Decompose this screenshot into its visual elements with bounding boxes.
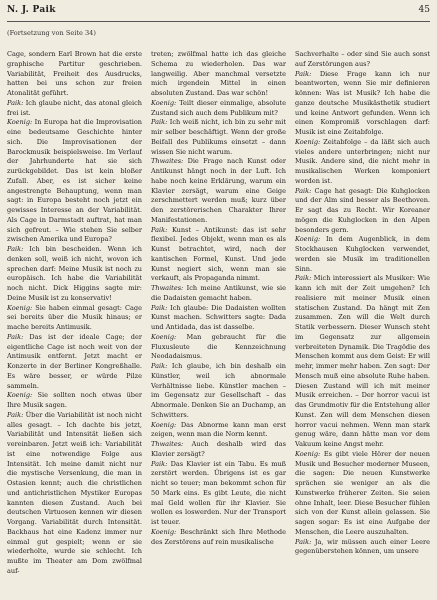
speaker-label: Paik:: [151, 303, 168, 312]
paragraph: [151, 118, 286, 157]
paragraph: [7, 245, 142, 304]
paragraph: [295, 450, 430, 538]
paragraph: [295, 50, 430, 70]
paragraph-text: Diese Frage kann ich nur beantworten, wenn Sie mir definieren können: Was ist Musik? Ich habe die ganze deutsche Musikästhetik studiert und keine Antwort gefunden. Wenn ich einen Kompromiß vorschlagen darf: Musik ist eine Zeitabfolge.: [295, 69, 430, 136]
page-number: 45: [418, 5, 430, 15]
continuation-note: (Fortsetzung von Seite 34): [7, 29, 96, 37]
paragraph: [151, 421, 286, 441]
paragraph-text: Das Abnorme kann man erst zeigen, wenn man die Norm kennt.: [151, 420, 286, 439]
speaker-label: Thwaites:: [151, 284, 184, 292]
paragraph: [151, 333, 286, 362]
paragraph: [151, 284, 286, 304]
column-2: [151, 50, 286, 596]
speaker-label: Paik:: [7, 410, 24, 419]
speaker-label: Koenig:: [7, 118, 33, 127]
paragraph-text: Es gibt viele Hörer der neuen Musik und Besucher moderner Museen, die sagen: Die neuen Kunstwerke sprächen sie weniger an als die Kunstwerke früherer Zeiten. Sie seien ohne Inhalt, leer. Diese Besucher fühlen sich von der Kunst allein gelassen. Sie sagen sogar: Es ist eine Aufgabe der Menschen, die Leere auszuhalten.: [295, 449, 430, 536]
speaker-label: Paik:: [151, 225, 168, 234]
speaker-label: Koenig:: [295, 137, 321, 146]
speaker-label: Thwaites:: [151, 440, 184, 448]
paragraph: [7, 333, 142, 392]
paragraph-text: Die Frage nach Kunst oder Antikunst hängt noch in der Luft. Ich habe noch keine Erklärung, warum ein Klavier zersägt, warum eine Geige zerschmettert werden muß; kurz über den zerstörerischen Charakter Ihrer Manifestationen.: [151, 157, 286, 224]
text-columns: [7, 50, 430, 596]
paragraph: [295, 274, 430, 450]
paragraph-text: Ich glaube: Die Dadaisten wollten Kunst machen. Schwitters sagte: Dada und Antidada, das ist dasselbe.: [151, 303, 286, 331]
paragraph-text: Beschränkt sich Ihre Methode des Zerstörens auf rein musikalische: [151, 527, 286, 546]
speaker-label: Paik:: [151, 362, 168, 370]
speaker-label: Paik:: [151, 118, 168, 127]
speaker-label: Paik:: [295, 537, 312, 546]
speaker-label: Koenig:: [151, 527, 177, 536]
paragraph: [295, 187, 430, 236]
paragraph-text: Cage hat gesagt: Die Kuhglocken und der Alm sind besser als Beethoven. Er sagt das zu Recht. Wir Koreaner mögen die Kuhglocken in den Alpen besonders gern.: [295, 186, 430, 234]
paragraph-text: Sie sollten noch etwas über Ihre Musik sagen.: [7, 391, 142, 409]
paragraph: [151, 99, 286, 119]
paragraph-text: Ja, wir müssen auch einer Leere gegenüberstehen können, um unsere: [295, 537, 430, 556]
paragraph-text: Cage, sondern Earl Brown hat die erste graphische Partitur geschrieben. Variabilität, Freiheit des Ausdrucks, hatten bei uns schon zur freien Atonalität geführt.: [7, 50, 142, 97]
paragraph-text: Ich bin bescheiden. Wenn ich denken soll, weiß ich nicht, wovon ich sprechen darf: Meine Musik ist noch zu europäisch. Ich habe die Variabilität noch nicht. Dick Higgins sagte mir: Deine Musik ist zu konservativ!: [7, 245, 142, 302]
paragraph-text: Über die Variabilität ist noch nicht alles gesagt. – Ich dachte bis jetzt, Variabilität und Intensität ließen sich vereinbaren. Jetzt weiß ich: Variabilität ist eine notwendige Folge aus Intensität. Ich meine damit nicht nur die mystische Versenkung, die man in Ostasien kennt; auch die christlichen und antichristlichen Mystiker Europas kannten diesen Zustand. Auch bei deutschen Virtuosen kennen wir diesen Vorgang. Variabilität durch Intensität. Backhaus hat eine Kadenz immer nur einmal gut gespielt; wenn er sie wiederholte, wurde sie schlecht. Ich mußte im Theater am Dom zwölfmal auf-: [7, 410, 142, 575]
paragraph: [7, 50, 142, 99]
paragraph-text: Mich interessiert als Musiker: Wie kann ich mit der Zeit umgehen? Ich realisiere mit meiner Musik einen statischen Zustand. Da hängt mit Zen zusammen. Zen will die Welt durch Statik verbessern. Dieser Wunsch steht im Gegensatz zur allgemein verbreiteten Dynamik. Die Tragödie des Menschen kommt aus dem Geist: Er will mehr, immer mehr haben. Zen sagt: Der Mensch muß eine absolute Ruhe haben. Diesen Zustand will ich mit meiner Musik erreichen. – Der horror vacui ist das Grundmotiv für die Entstehung aller Kunst. Zen will dem Menschen diesen horror vacui nehmen. Wenn man stark genug wäre, dann hätte man vor dem Vakuum keine Angst mehr.: [295, 274, 430, 448]
speaker-label: Koenig:: [151, 420, 177, 429]
paragraph: [7, 99, 142, 119]
paragraph: [295, 138, 430, 187]
paragraph-text: Sie haben einmal gesagt: Cage sei bereits über die Musik hinaus; er mache bereits Antimusik.: [7, 303, 142, 331]
paragraph-text: Auch deshalb wird das Klavier zersägt?: [151, 440, 286, 458]
paragraph-text: treten; zwölfmal hatte ich das gleiche Schema zu wiederholen. Das war langweilig. Aber manchmal versetzte mich irgendein Mittel in einen absoluten Zustand. Das war schön!: [151, 50, 286, 97]
paragraph-text: Zeitabfolge – da läßt sich auch vieles andere unterbringen; nicht nur Musik. Andere sind, die nicht mehr in musikalischen Werken komponiert worden ist.: [295, 137, 430, 185]
paragraph: [295, 70, 430, 138]
paragraph: [151, 362, 286, 421]
speaker-label: Paik:: [295, 186, 312, 195]
paragraph-text: Das ist der ideale Cage; der eigentliche Cage ist noch weit von der Antimusik entfernt. Jetzt macht er Konzerte in der Berliner Kongreßhalle. Es wäre besser, er würde Pilze sammeln.: [7, 332, 142, 390]
speaker-label: Paik:: [7, 98, 24, 107]
speaker-label: Paik:: [151, 459, 168, 468]
paragraph: [7, 118, 142, 245]
paragraph-text: Teilt dieser einmalige, absolute Zustand sich auch dem Publikum mit?: [151, 98, 286, 117]
paragraph: [295, 538, 430, 558]
paragraph-text: Sachverhalte – oder sind Sie auch sonst auf Zerstörungen aus?: [295, 50, 430, 68]
paragraph-text: Ich weiß nicht, ich bin zu sehr mit mir selber beschäftigt. Wenn der große Beifall des Publikums einsetzt – dann wissen Sie nicht warum.: [151, 118, 286, 156]
paragraph: [151, 157, 286, 225]
paragraph: [151, 460, 286, 528]
column-3: [295, 50, 430, 596]
speaker-label: Koenig:: [151, 98, 177, 107]
column-1: [7, 50, 142, 596]
speaker-label: Koenig:: [295, 235, 321, 244]
paragraph: [295, 235, 430, 274]
paragraph-text: Das Klavier ist ein Tabu. Es muß zerstört werden. Übrigens ist es gar nicht so teuer; man bekommt schon für 50 Mark eins. Es gibt Leute, die nicht mal Geld wollen für ihr Klavier. Sie wollen es loswerden. Nur der Transport ist teuer.: [151, 459, 286, 526]
paragraph: [151, 440, 286, 460]
speaker-label: Koenig:: [7, 391, 33, 400]
paragraph: [7, 411, 142, 577]
author-name: N. J. Paik: [7, 5, 56, 15]
paragraph-text: Man gebraucht für die Fluxusleute die Kennzeichnung Neodadaismus.: [151, 332, 286, 361]
paragraph: [151, 528, 286, 548]
paragraph-text: In Europa hat die Improvisation eine bedeutsame Geschichte hinter sich. Die Improvisationen der Barockmusik beispielsweise. Im Verlauf der Jahrhunderte hat sie sich zurückgebildet. Das ist kein bloßer Zufall. Aber, es ist sicher keine angestrengte Behauptung, wenn man sagt: in Europa besteht noch jetzt ein gewisses Interesse an der Variabilität. Als Cage in Darmstadt auftrat, hat man sich gefreut. – Wie stehen Sie selber zwischen Amerika und Europa?: [7, 118, 142, 244]
speaker-label: Koenig:: [151, 332, 177, 341]
speaker-label: Paik:: [7, 332, 24, 341]
paragraph: [151, 304, 286, 333]
paragraph-text: Kunst – Antikunst: das ist sehr flexibel. Jedes Objekt, wenn man es als Kunst betrachtet, wird, nach der kantischen Formel, Kunst. Und jede Kunst negiert sich, wenn man sie verkauft, als Propaganda nimmt.: [151, 225, 286, 283]
speaker-label: Thwaites:: [151, 157, 184, 166]
speaker-label: Paik:: [295, 69, 312, 78]
paragraph-text: Ich glaube, ich bin deshalb ein Künstler, weil ich abnormale Verhältnisse liebe. Künstler machen – im Gegensatz zur Gesellschaft – das Abnormale. Denken Sie an Duchamp, an Schwitters.: [151, 362, 286, 419]
paragraph: [151, 226, 286, 285]
paragraph-text: Ich meine Antikunst, wie sie die Dadaisten gemacht haben.: [151, 284, 286, 302]
paragraph-text: Ich glaube nicht, das atonal gleich frei ist.: [7, 98, 142, 117]
paragraph: [151, 50, 286, 99]
paragraph: [7, 304, 142, 333]
speaker-label: Paik:: [7, 245, 24, 253]
speaker-label: Paik:: [295, 274, 312, 283]
speaker-label: Koenig:: [7, 303, 33, 312]
page-header: [7, 5, 430, 22]
speaker-label: Koenig:: [295, 449, 321, 458]
paragraph: [7, 391, 142, 411]
paragraph-text: In dem Augenblick, in dem Stockhausen Kuhglocken verwendet, werden sie Musik im traditionellen Sinn.: [295, 235, 430, 273]
